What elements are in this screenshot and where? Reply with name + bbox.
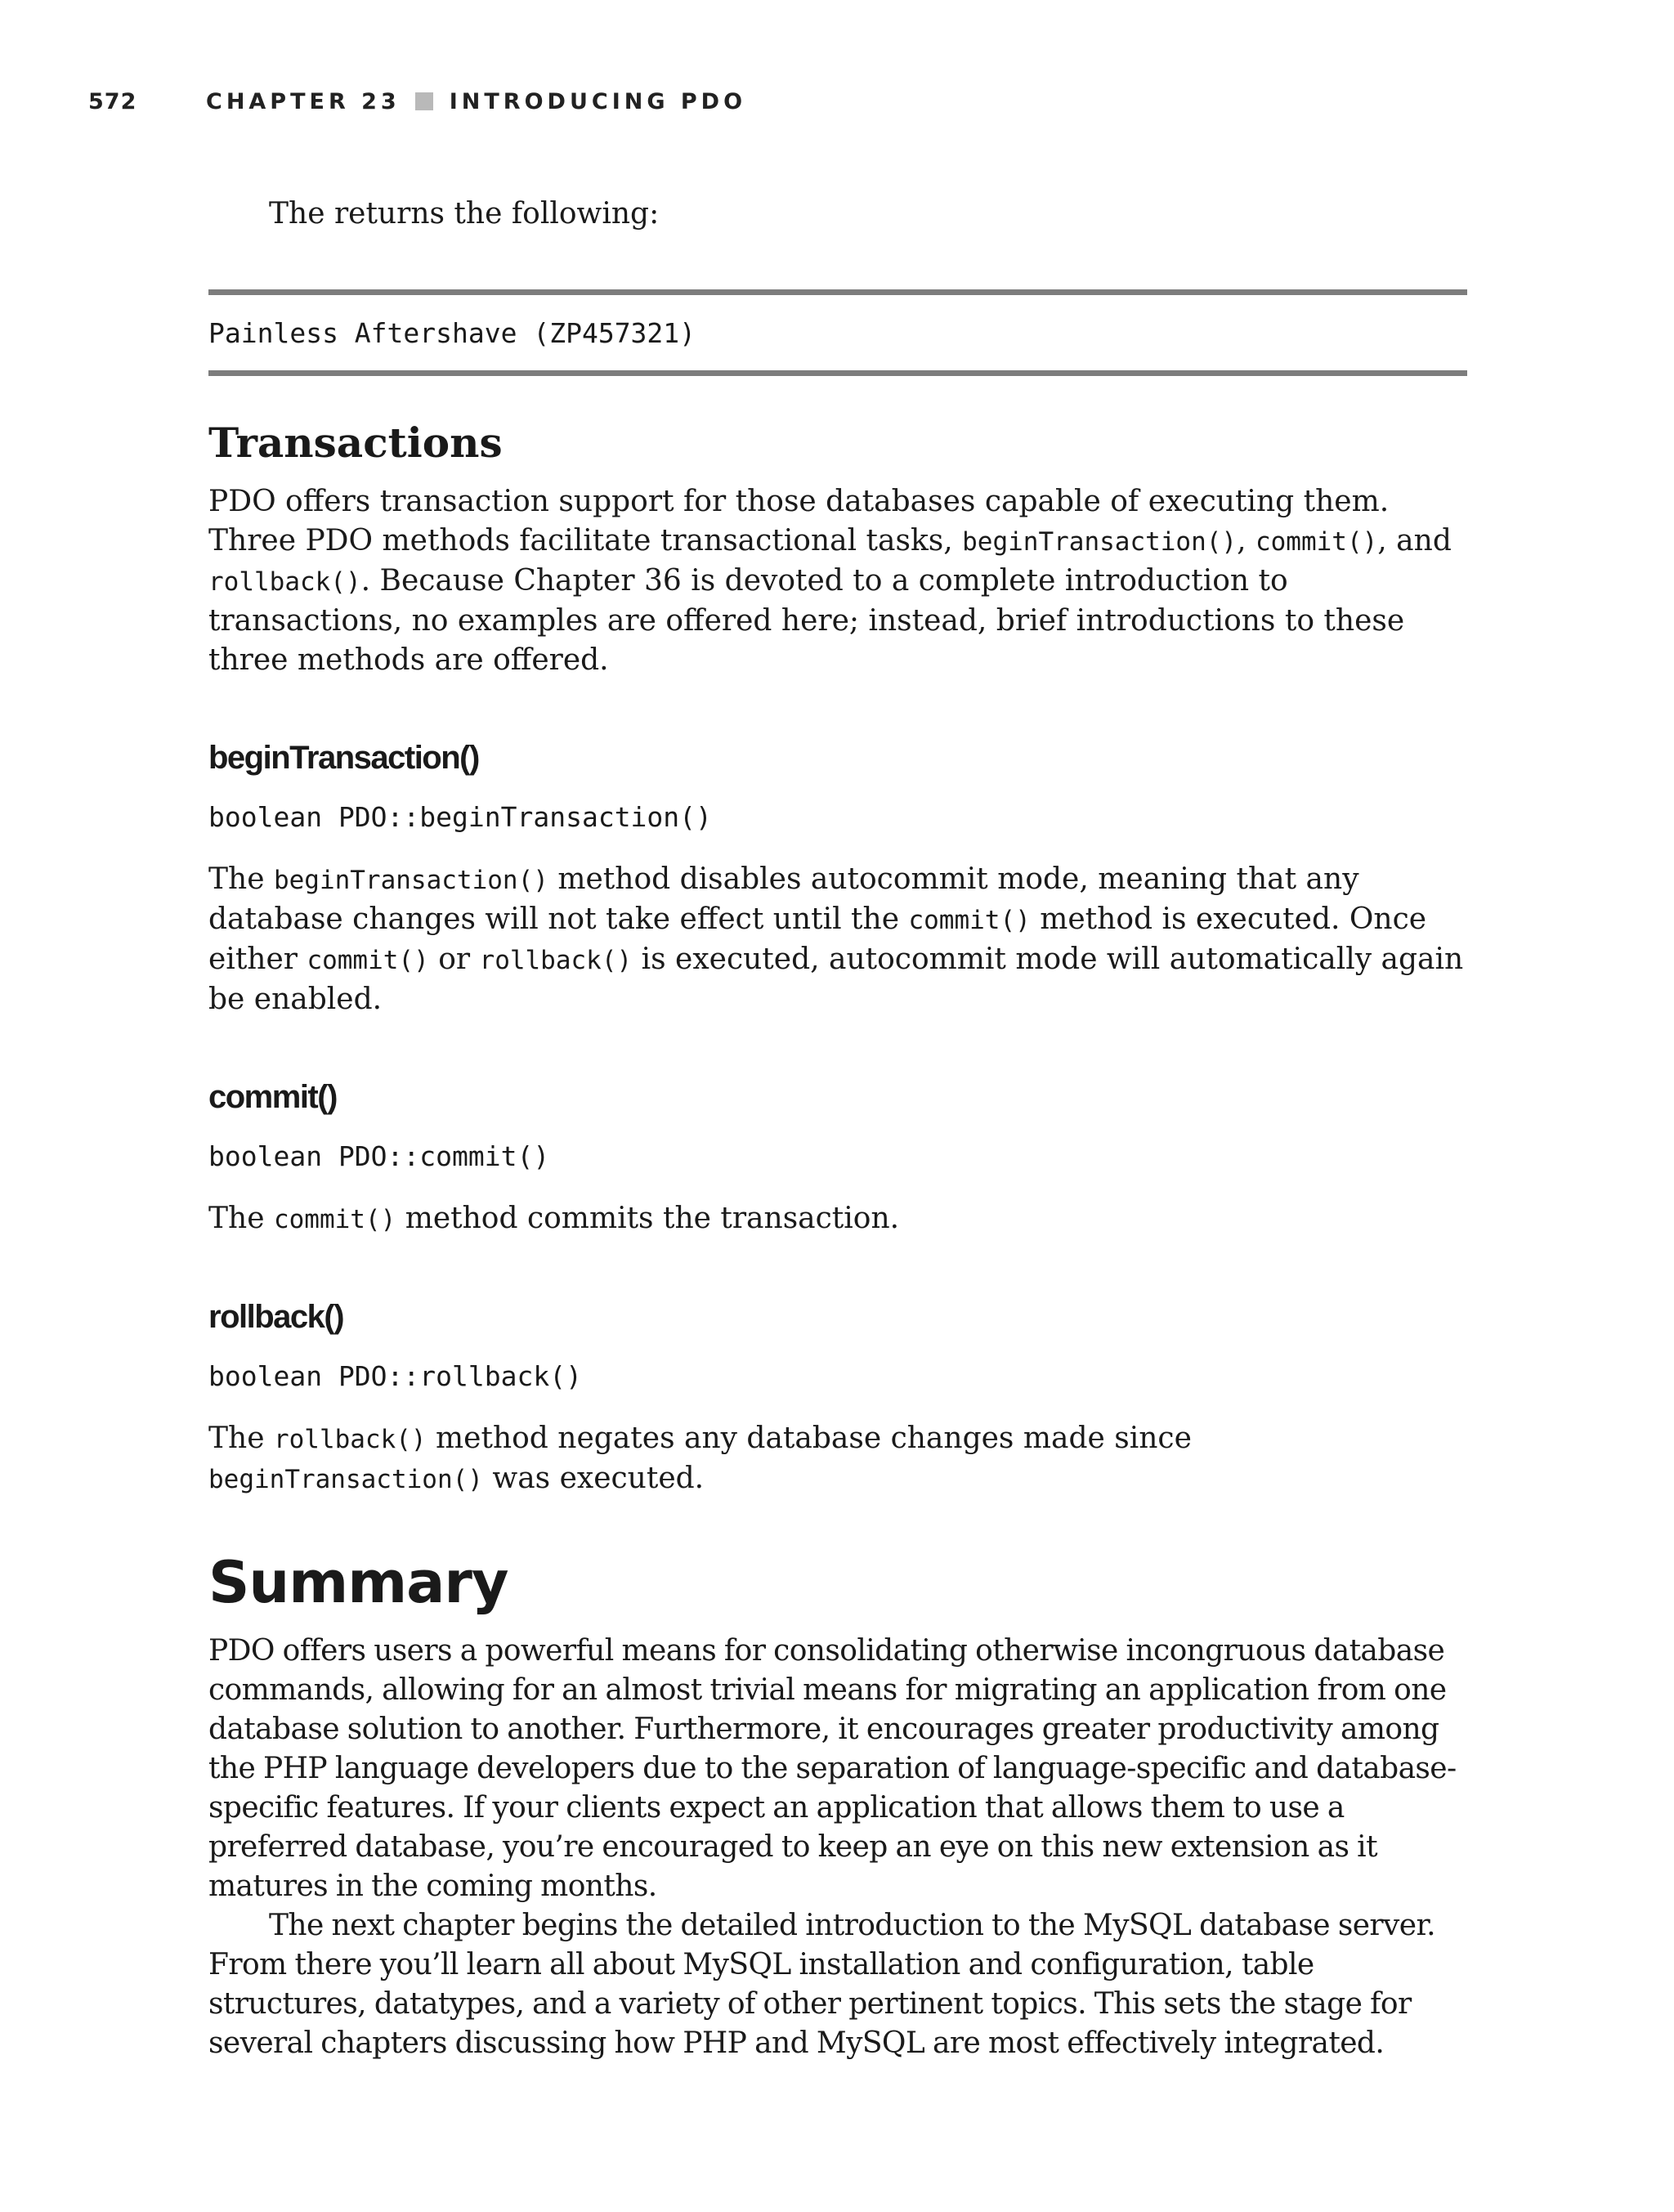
- chapter-title: INTRODUCING PDO: [449, 88, 747, 114]
- text-run: was executed.: [482, 1462, 705, 1495]
- transactions-heading: Transactions: [208, 419, 503, 467]
- inline-code: rollback(): [208, 567, 361, 597]
- page-number: 572: [88, 88, 137, 114]
- commit-signature: boolean PDO::commit(): [208, 1140, 550, 1172]
- inline-code: commit(): [908, 906, 1031, 935]
- text-run: is executed, autocommit mode will automatically again be enabled.: [208, 943, 1464, 1016]
- inline-code: commit(): [1255, 527, 1378, 557]
- commit-heading: commit(): [208, 1079, 337, 1115]
- text-run: method negates any database changes made since: [426, 1422, 1192, 1455]
- begin-transaction-heading: beginTransaction(): [208, 740, 479, 776]
- summary-paragraph-2: The next chapter begins the detailed introduction to the MySQL database server. From there you’ll learn all about MySQL installation and configuration, table structures, datatypes, and a variety of other pertinent topics. This sets the stage for several chapters discussing how PHP and MySQL are most effectively integrated.: [208, 1909, 1435, 2060]
- intro-lead-paragraph: The returns the following:: [269, 197, 660, 231]
- inline-code: beginTransaction(): [208, 1465, 483, 1494]
- running-header: [88, 85, 746, 118]
- text-run: . Because Chapter 36 is devoted to a complete introduction to transactions, no examples are offered here; instead, brief introductions to these three methods are offered.: [208, 564, 1405, 677]
- transactions-paragraph: [208, 482, 1467, 680]
- inline-code: commit(): [273, 1205, 396, 1234]
- inline-code: rollback(): [273, 1425, 427, 1454]
- commit-paragraph: [208, 1199, 1467, 1239]
- rollback-heading: rollback(): [208, 1299, 344, 1335]
- header-square-icon: [415, 92, 433, 110]
- inline-code: beginTransaction(): [962, 527, 1238, 557]
- summary-heading: Summary: [208, 1549, 508, 1616]
- rollback-signature: boolean PDO::rollback(): [208, 1360, 582, 1392]
- text-run: The: [208, 1202, 274, 1235]
- inline-code: commit(): [307, 946, 429, 975]
- inline-code: rollback(): [479, 946, 633, 975]
- text-run: method commits the transaction.: [396, 1202, 900, 1235]
- begin-transaction-paragraph: [208, 860, 1467, 1019]
- text-run: The: [208, 862, 274, 896]
- text-run: method is executed. Once either: [208, 902, 1427, 976]
- page-content: [208, 183, 1467, 2063]
- inline-code: beginTransaction(): [273, 866, 548, 895]
- text-run: PDO offers transaction support for those databases capable of executing them. Three PDO methods facilitate transactional tasks,: [208, 485, 1390, 557]
- text-run: ,: [1237, 524, 1256, 557]
- chapter-label: CHAPTER 23: [206, 88, 401, 114]
- text-run: or: [428, 943, 480, 976]
- rollback-paragraph: [208, 1419, 1467, 1499]
- text-run: method disables autocommit mode, meaning that any database changes will not take effect until the: [208, 862, 1359, 936]
- begin-transaction-signature: boolean PDO::beginTransaction(): [208, 801, 712, 833]
- output-code-block: Painless Aftershave (ZP457321): [208, 289, 1467, 376]
- text-run: The: [208, 1422, 274, 1455]
- summary-paragraph-1: PDO offers users a powerful means for consolidating otherwise incongruous database commands, allowing for an almost trivial means for migrating an application from one database solution to another. Furthermore, it encourages greater productivity among the PHP language developers due to the separation of language-specific and database-specific features. If your clients expect an application that allows them to use a preferred database, you’re encouraged to keep an eye on this new extension as it matures in the coming months.: [208, 1634, 1457, 1903]
- text-run: , and: [1377, 524, 1452, 557]
